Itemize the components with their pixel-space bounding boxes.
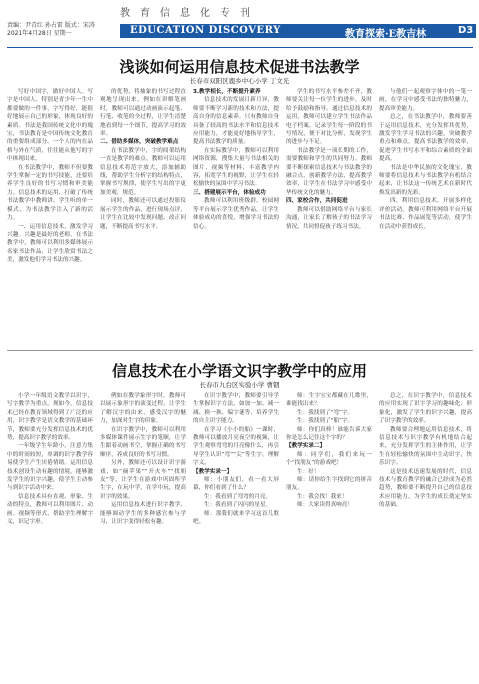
section-heading: 【教学实录二】 — [286, 443, 326, 450]
paragraph: 教师可以借助网络平台与家长沟通，让家长了解孩子的书法学习情况，共同督促孩子练习书法。 — [286, 206, 372, 230]
paragraph: 生：好！ — [297, 468, 320, 475]
article1-column-3 — [193, 88, 279, 346]
section-title-zh: 教育探索·E教吉林 — [345, 29, 427, 40]
paragraph: 生：我找到了“船”字。 — [297, 418, 354, 425]
article2-column-5 — [379, 392, 472, 680]
paragraph: 四、利用信息技术，开展多样化评价活动。教师可利用网络平台开展书法比赛、作品展览等活动，使学生在活动中获得成长。 — [379, 198, 472, 230]
paragraph: 师：同学们，我们来玩一个“找朋友”的游戏吧！ — [286, 451, 372, 467]
editor-credit: 责编：尹青红 孙占雷 版式：宋涛 — [7, 22, 95, 29]
paragraph: 生：我看到了闪闪的星星。 — [204, 502, 272, 509]
paragraph: 师：小朋友们，看一看大屏幕，你们看到了什么？ — [193, 477, 279, 492]
article1-column-4 — [286, 88, 372, 346]
article2-title: 信息技术在小学语文识字教学中的应用 — [111, 362, 367, 380]
section-heading: 3.教学相长，不断提升素养 — [193, 89, 261, 95]
paragraph: 写好中国字，做好中国人。写字是中国人、特别是青少年一生中都要做的一件事，字写得好，能很好地展示自己的形象，体现良好的素质。书法是我国传统文化中的瑰宝，书法教育是中国传统文化教育的重要组成部分。一个人的内在品格与外在气质，往往能从他写的字中体现出来。 — [7, 89, 93, 163]
paragraph: 生：我看到了弯弯的月亮。 — [204, 493, 272, 500]
article1-title: 浅谈如何运用信息技术促进书法教学 — [119, 58, 360, 76]
paragraph: 教师可以利用班级群、校园网等平台展示学生优秀作品，让学生体验成功的喜悦，增强学习书法的信心。 — [193, 198, 279, 230]
article1-column-1 — [7, 88, 93, 346]
header-meta — [7, 22, 95, 38]
paragraph: 师：请你给生字找到它的拼音朋友。 — [286, 477, 372, 492]
paragraph: 生：我会找！我来！ — [297, 493, 348, 500]
paragraph: 信息技术具有直观、形象、生动的特点，教师可以利用图片、动画、视频等形式，帮助学生理解字义，识记字形。 — [7, 493, 93, 526]
paragraph: 总之，在书法教学中，教师要善于运用信息技术，充分发挥其优势，激发学生学习书法的兴趣，突破教学重点和难点，提高书法教学的效率，促进学生书写水平和综合素质的全面提高。 — [379, 114, 472, 163]
paragraph: 与他们一起观察字体中的一笔一画，在学习中感受书法的独特魅力，提高审美能力。 — [379, 89, 472, 112]
article1-author: 长春市双阳区鹿乡中心小学 丁文光 — [189, 77, 290, 85]
article1-column-5 — [379, 88, 472, 346]
paragraph: 在识字教学中，教师要引导学生掌握识字方法，如加一加、减一减、换一换、编字谜等，培养学生的自主识字能力。 — [193, 393, 279, 425]
paragraph: 在实际教学中，教师可以利用网络资源，搜集大量与书法相关的图片、视频等材料，丰富教学内容，拓宽学生的视野，让学生在轻松愉快的氛围中学习书法。 — [193, 147, 279, 188]
section-heading: 三、搭建展示平台，体验成功 — [193, 189, 266, 196]
article2-column-3 — [193, 392, 279, 680]
paragraph: 总之，在识字教学中，信息技术的应用实现了识字学习的趣味化、形象化，激发了学生的识字兴趣，提高了识字教学的效率。 — [379, 393, 472, 425]
section-title-en: EDUCATION DISCOVERY — [130, 25, 281, 36]
section-heading: 【教学实录一】 — [193, 468, 233, 475]
paragraph: 信息技术的发展日新月异，教师要不断学习新的技术和方法，提高自身的信息素养。只有教师自身具备了较高的书法水平和信息技术应用能力，才能更好地指导学生，提高书法教学的质量。 — [193, 97, 279, 146]
page-header — [0, 0, 479, 50]
paragraph: 小学一年级语文教学以识字，写字教学为重点。现如今，信息技术已经在教育领域得到了广泛的应用，识字教学是语文教学的基础环节，教师要充分发挥信息技术的优势，提高识字教学的效率。 — [7, 393, 93, 442]
special-issue-title: 教育信息化专刊 — [120, 8, 260, 19]
issue-date: 2021年4月28日 星期一 — [7, 30, 72, 37]
paragraph: 的优势，将抽象的书写过程直观地呈现出来。例如在讲解笔画时，教师可以通过动画演示起笔、行笔、收笔的全过程，让学生清楚地看到每一个细节，提高学习的效率。 — [100, 89, 186, 138]
paragraph: 师：那我们就来学习这首儿歌吧。 — [193, 510, 279, 526]
paragraph: 生：我找到了“弯”字。 — [297, 409, 354, 416]
article2-column-4 — [286, 392, 372, 680]
section-heading: 二、借助多媒体，突破教学难点 — [100, 139, 179, 146]
paragraph: 同时，教师还可以通过投影仪展示学生的作品，进行现场点评，让学生在比较中发现问题、改正问题，不断提高书写水平。 — [100, 198, 186, 230]
paragraph: 另外，教师还可以设计识字游戏，如“摘苹果”“开火车”“找朋友”等，让学生在游戏中巩固所学生字，在玩中学，在学中玩，提高识字的效果。 — [100, 460, 186, 500]
article1-column-2 — [100, 88, 186, 346]
paragraph: 这是技术迅速发展的时代，信息技术与教育教学的融合已经成为必然趋势，教师要不断提升自己的信息技术应用能力，为学生的成长奠定坚实的基础。 — [379, 468, 472, 509]
paragraph: 书法教学是一项长期的工作，需要教师和学生的共同努力。教师要不断探索信息技术与书法教学的融合点，创新教学方法，提高教学效率，让学生在书法学习中感受中华传统文化的魅力。 — [286, 147, 372, 196]
paragraph: 一、运用信息技术，激发学习兴趣。兴趣是最好的老师，在书法教学中，教师可以利用多媒体展示名家书法作品，让学生欣赏书法之美，激发他们学习书法的兴趣。 — [7, 223, 93, 264]
paragraph: 书法是中华民族的文化瑰宝，教师要将信息技术与书法教学有机结合起来，让书法这一传统艺术在新时代焕发出新的光彩。 — [379, 164, 472, 196]
paragraph: 运用信息技术进行识字教学，能够调动学生的多种感官参与学习，让识字变得轻松有趣。 — [100, 502, 186, 526]
paragraph: 师：你们真棒！谁能告诉大家你是怎么记住这个字的？ — [286, 426, 372, 442]
paragraph: 师：生字宝宝都藏在儿歌里，谁能找出来？ — [286, 393, 372, 408]
paragraph: 在识字教学中，教师可以利用多媒体课件展示生字的笔顺，让学生跟着动画书空，掌握正确的书写顺序，养成良好的书写习惯。 — [100, 426, 186, 458]
header-rule — [7, 47, 473, 48]
paragraph: 在书法教学中，字的间架结构一直是教学的难点。教师可以运用信息技术将范字放大，添加辅助线，帮助学生分析字的结构特点，掌握书写规律，使学生写出的字更加美观、规范。 — [100, 147, 186, 196]
article2-column-1 — [7, 392, 93, 680]
paragraph: 教师要合理地运用信息技术，将信息技术与识字教学有机地结合起来，充分发挥学生的主体作用，让学生在轻松愉快的氛围中主动识字，快乐识字。 — [379, 426, 472, 467]
paragraph: 在学习《小小的船》一课时，教师可以播放月亮夜空的视频，让学生观察弯弯的月亮像什么，再引导学生认识“弯”“尖”等生字，理解字义。 — [193, 426, 279, 467]
paragraph: 一年级学生年龄小，注意力集中的时间较短，单调的识字教学容易使学生产生厌倦情绪。运用信息技术创设生动有趣的情境，能够激发学生的识字兴趣，使学生主动参与到识字活动中来。 — [7, 443, 93, 492]
page-number: D3 — [458, 25, 474, 36]
paragraph: 师：大家读得真响亮！ — [297, 502, 353, 509]
section-heading: 四、家校合作，共同促进 — [286, 198, 348, 205]
article-divider — [7, 350, 473, 351]
article2-column-2 — [100, 392, 186, 680]
paragraph: 学生的书写水平参差不齐，教师要关注每一位学生的进步，及时给予鼓励和指导。通过信息技术的运用，教师可以建立学生书法作品电子档案，记录学生每一阶段的书写情况，便于对比分析，发现学生的进步与不足。 — [286, 89, 372, 146]
article2-author: 长春市九台区实验小学 曹铟 — [199, 381, 280, 389]
paragraph: 例如在教学象形字时，教师可以展示象形字的演变过程，让学生了解汉字的由来，感受汉字的魅力，加深对生字的印象。 — [100, 393, 186, 425]
paragraph: 在书法教学中，教师不但要教学生掌握一定的书写技能，还要培养学生良好的书写习惯和审美能力。信息技术的运用，打破了传统书法教学中教师讲、学生听的单一模式，为书法教学注入了新的活力。 — [7, 164, 93, 222]
